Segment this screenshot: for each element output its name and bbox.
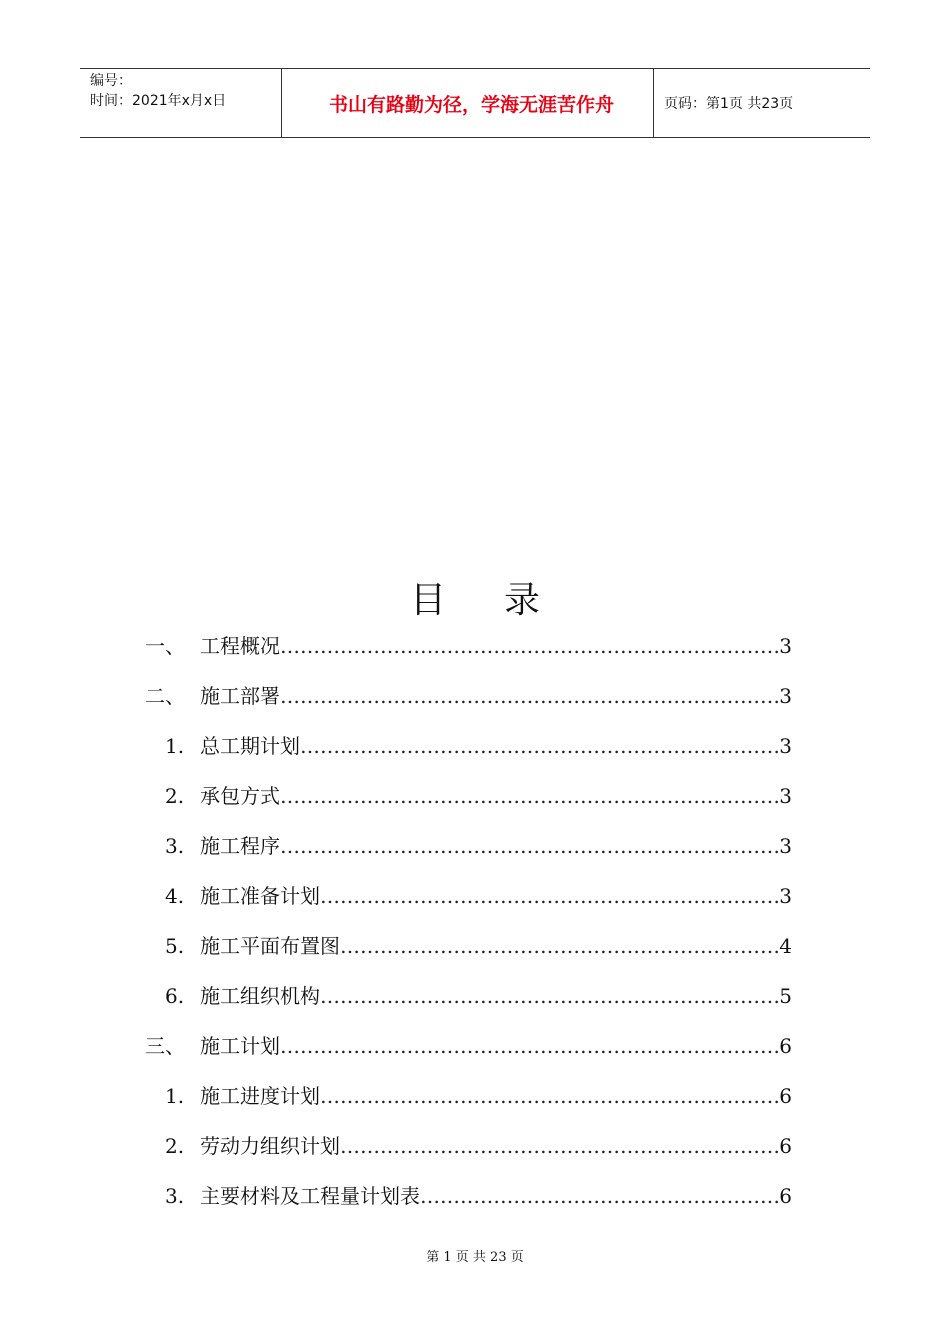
- page-footer: 第 1 页 共 23 页: [426, 1250, 524, 1265]
- toc-entry-title: 施工计划: [200, 1034, 280, 1058]
- toc-entry-title: 施工组织机构: [200, 984, 320, 1008]
- toc-entry[interactable]: [165, 830, 792, 860]
- toc-entry-page: 6: [779, 1134, 792, 1158]
- header-meta: [80, 69, 282, 137]
- toc-entry-number: 2.: [165, 1134, 185, 1158]
- toc-entry-title: 主要材料及工程量计划表: [200, 1184, 420, 1208]
- toc-entry-title: 工程概况: [200, 634, 280, 658]
- header-motto-cell: [282, 69, 654, 137]
- toc-entry-page: 6: [779, 1034, 792, 1058]
- toc-entry-title: 施工准备计划: [200, 884, 320, 908]
- toc-entry[interactable]: [145, 1030, 792, 1060]
- toc-entry[interactable]: [165, 1180, 792, 1210]
- toc-entry[interactable]: [165, 730, 792, 760]
- toc-entry-number: 4.: [165, 884, 185, 908]
- toc-entry-page: 4: [779, 934, 792, 958]
- toc-entry-number: 1.: [165, 1084, 185, 1108]
- toc-leader-dots: [280, 1034, 779, 1058]
- toc-entry[interactable]: [165, 980, 792, 1010]
- toc-leader-dots: [320, 984, 779, 1008]
- toc-leader-dots: [280, 784, 779, 808]
- header-page-label: 页码：第1页 共23页: [664, 96, 794, 112]
- toc-leader-dots: [280, 684, 779, 708]
- toc-entry[interactable]: [165, 1130, 792, 1160]
- toc-entry-number: 5.: [165, 934, 185, 958]
- toc-leader-dots: [280, 634, 779, 658]
- toc-entry-page: 5: [779, 984, 792, 1008]
- toc-leader-dots: [340, 934, 779, 958]
- toc-entry[interactable]: [165, 930, 792, 960]
- toc-entry-page: 3: [779, 734, 792, 758]
- toc-leader-dots: [300, 734, 779, 758]
- toc-entry-page: 3: [779, 884, 792, 908]
- toc-entry-page: 6: [779, 1084, 792, 1108]
- toc-entry-title: 总工期计划: [200, 734, 300, 758]
- toc-entry-number: 1.: [165, 734, 185, 758]
- toc-entry-page: 3: [779, 684, 792, 708]
- toc-leader-dots: [420, 1184, 779, 1208]
- toc-entry-page: 3: [779, 784, 792, 808]
- toc-entry-number: 二、: [145, 684, 185, 708]
- toc-entry[interactable]: [165, 780, 792, 810]
- toc-entry[interactable]: [145, 630, 792, 660]
- document-date-label: 时间：2021年x月x日: [90, 93, 227, 109]
- toc-entry-number: 三、: [145, 1034, 185, 1058]
- header-page-cell: [654, 69, 870, 137]
- toc-entry-title: 劳动力组织计划: [200, 1134, 340, 1158]
- toc-leader-dots: [280, 834, 779, 858]
- toc-entry-title: 承包方式: [200, 784, 280, 808]
- page-header: [80, 68, 870, 138]
- toc-entry-title: 施工平面布置图: [200, 934, 340, 958]
- toc-entry-number: 一、: [145, 634, 185, 658]
- toc-entry[interactable]: [145, 680, 792, 710]
- toc-leader-dots: [320, 1084, 779, 1108]
- toc-entry-number: 2.: [165, 784, 185, 808]
- toc-entry-title: 施工部署: [200, 684, 280, 708]
- document-number-label: 编号：: [90, 73, 132, 89]
- toc-entry-title: 施工程序: [200, 834, 280, 858]
- toc-leader-dots: [320, 884, 779, 908]
- toc-title: 目录: [409, 580, 598, 621]
- toc-entry-page: 6: [779, 1184, 792, 1208]
- toc-entry-number: 3.: [165, 834, 185, 858]
- toc-entry-page: 3: [779, 834, 792, 858]
- toc-entry-number: 3.: [165, 1184, 185, 1208]
- toc-entry[interactable]: [165, 1080, 792, 1110]
- header-motto: 书山有路勤为径，学海无涯苦作舟: [328, 93, 614, 116]
- toc-entry-page: 3: [779, 634, 792, 658]
- toc-entry-title: 施工进度计划: [200, 1084, 320, 1108]
- toc-entry-number: 6.: [165, 984, 185, 1008]
- toc-entry[interactable]: [165, 880, 792, 910]
- toc-leader-dots: [340, 1134, 779, 1158]
